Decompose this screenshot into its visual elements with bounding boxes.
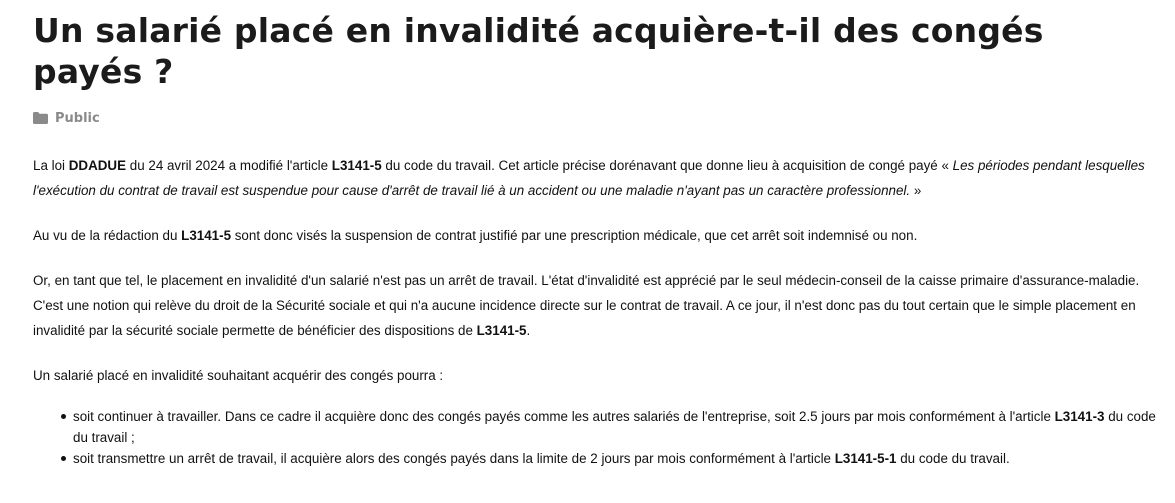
article — [33, 10, 1168, 469]
page-title: Un salarié placé en invalidité acquière-t-il des congés payés ? — [33, 11, 1044, 91]
article-ref: L3141-5 — [476, 323, 527, 338]
law-name: DDADUE — [68, 158, 127, 173]
article-ref: L3141-5-1 — [834, 451, 897, 466]
article-ref: L3141-3 — [1054, 409, 1105, 424]
article-ref: L3141-5 — [181, 228, 232, 243]
paragraph-4: Un salarié placé en invalidité souhaitant acquérir des congés pourra : — [33, 368, 444, 383]
category-link-public[interactable]: Public — [55, 110, 100, 126]
paragraph-3: Or, en tant que tel, le placement en invalidité d'un salarié n'est pas un arrêt de travail. L'état d'invalidité est apprécié par le seul médecin-conseil de la caisse primaire d'assurance-maladie. C'est une notion qui relève du droit de la Sécurité sociale et qui n'a aucune incidence directe sur le contrat de travail. A ce jour, il n'est donc pas du tout certain que le simple placement en invalidité par la sécurité sociale permette de bénéficier des dispositions de L3141-5. — [33, 273, 1140, 338]
paragraph-1: La loi DDADUE du 24 avril 2024 a modifié l'article L3141-5 du code du travail. Cet article précise dorénavant que donne lieu à acquisition de congé payé « Les périodes pendant lesquelles l'exécution du contrat de travail est suspendue pour cause d'arrêt de travail lié à un accident ou une maladie n'ayant pas un caractère professionnel. » — [33, 158, 1145, 198]
post-category — [33, 110, 1168, 126]
article-content — [33, 153, 1168, 469]
quote: Les périodes pendant lesquelles l'exécution du contrat de travail est suspendue pour cause d'arrêt de travail lié à un accident ou une maladie n'ayant pas un caractère professionnel. — [33, 158, 1145, 198]
options-list — [33, 406, 1168, 469]
folder-icon — [33, 112, 48, 124]
list-item: soit continuer à travailler. Dans ce cadre il acquière donc des congés payés comme les autres salariés de l'entreprise, soit 2.5 jours par mois conformément à l'article L3141-3 du code du travail ; — [73, 406, 1168, 448]
list-item: soit transmettre un arrêt de travail, il acquière alors des congés payés dans la limite de 2 jours par mois conformément à l'article L3141-5-1 du code du travail. — [73, 448, 1168, 469]
paragraph-2: Au vu de la rédaction du L3141-5 sont donc visés la suspension de contrat justifié par une prescription médicale, que cet arrêt soit indemnisé ou non. — [33, 228, 918, 243]
article-ref: L3141-5 — [331, 158, 382, 173]
